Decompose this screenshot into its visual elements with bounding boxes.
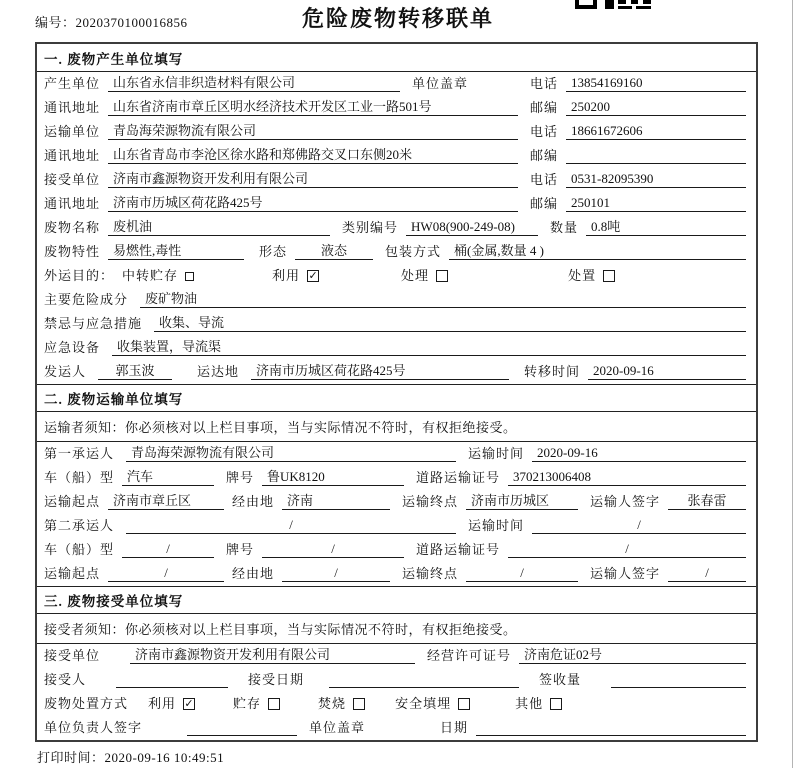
destination-value: 济南市历城区荷花路425号 bbox=[251, 363, 509, 380]
disposal-storage-checkbox bbox=[268, 698, 280, 710]
transporter-zip-label: 邮编 bbox=[529, 148, 558, 163]
disposal-landfill bbox=[395, 696, 470, 712]
transport-time2-label: 运输时间 bbox=[468, 518, 525, 533]
unit-seal-label: 单位盖章 bbox=[412, 76, 469, 91]
second-carrier-value: / bbox=[126, 517, 456, 534]
accept-date-label: 接受日期 bbox=[248, 672, 305, 687]
disposal-storage-label: 贮存 bbox=[233, 696, 262, 711]
contraindication-row bbox=[37, 312, 756, 336]
vehicle-type2-value: / bbox=[122, 541, 214, 558]
date2-label: 日期 bbox=[440, 720, 469, 735]
disposal-utilize-checkbox: ✓ bbox=[184, 697, 194, 710]
first-carrier-value: 青岛海荣源物流有限公司 bbox=[126, 445, 456, 462]
disposal-other-checkbox bbox=[550, 698, 562, 710]
accept-unit-row bbox=[37, 644, 756, 668]
disposal-other bbox=[515, 696, 562, 712]
origin2-value: / bbox=[108, 565, 224, 582]
accept-date-value bbox=[329, 687, 519, 688]
category-code-label: 类别编号 bbox=[342, 220, 399, 235]
hazard-components-label: 主要危险成分 bbox=[44, 292, 129, 307]
transporter-unit-value: 青岛海荣源物流有限公司 bbox=[108, 123, 518, 140]
responsible-sign-value bbox=[187, 735, 297, 736]
origin2-label: 运输起点 bbox=[44, 566, 101, 581]
receiver-phone-value: 0531-82095390 bbox=[566, 171, 746, 188]
road-permit1-value: 370213006408 bbox=[508, 469, 746, 486]
shipper-value: 郭玉波 bbox=[98, 363, 172, 380]
section1-header: 一. 废物产生单位填写 bbox=[37, 44, 756, 72]
via1-value: 济南 bbox=[282, 493, 390, 510]
purpose-dispose-label: 处置 bbox=[568, 268, 597, 283]
receiver-unit-value: 济南市鑫源物资开发利用有限公司 bbox=[108, 171, 518, 188]
manifest-form bbox=[35, 42, 758, 742]
purpose-dispose-checkbox bbox=[603, 270, 615, 282]
receiver-phone-label: 电话 bbox=[529, 172, 558, 187]
producer-unit-label: 产生单位 bbox=[44, 76, 101, 91]
receiver-address-value: 济南市历城区荷花路425号 bbox=[108, 195, 518, 212]
vehicle-type1-label: 车（船）型 bbox=[44, 470, 115, 485]
physical-form-label: 形态 bbox=[259, 244, 288, 259]
shipper-label: 发运人 bbox=[44, 364, 87, 379]
vehicle2-row bbox=[37, 538, 756, 562]
plate1-value: 鲁UK8120 bbox=[262, 469, 404, 486]
page-header bbox=[0, 0, 796, 40]
page-title: 危险废物转移联单 bbox=[301, 6, 494, 31]
carrier-sign2-value: / bbox=[668, 565, 746, 582]
disposal-landfill-label: 安全填埋 bbox=[395, 696, 452, 711]
receiver-zip-value: 250101 bbox=[566, 195, 746, 212]
transporter-address-row bbox=[37, 144, 756, 168]
quantity-label: 数量 bbox=[550, 220, 579, 235]
producer-address-row bbox=[37, 96, 756, 120]
transporter-phone-value: 18661672606 bbox=[566, 123, 746, 140]
receiver-unit-label: 接受单位 bbox=[44, 172, 101, 187]
receiver-notice: 接受者须知：你必须核对以上栏目事项，当与实际情况不符时，有权拒绝接受。 bbox=[37, 614, 756, 644]
transfer-date-label: 转移时间 bbox=[524, 364, 581, 379]
disposal-method-label: 废物处置方式 bbox=[44, 696, 129, 711]
producer-unit-value: 山东省永信非织造材料有限公司 bbox=[108, 75, 400, 92]
purpose-utilize-label: 利用 bbox=[272, 268, 301, 283]
accept-person-row bbox=[37, 668, 756, 692]
transporter-notice: 运输者须知：你必须核对以上栏目事项，当与实际情况不符时，有权拒绝接受。 bbox=[37, 412, 756, 442]
plate2-label: 牌号 bbox=[226, 542, 255, 557]
receiver-address-row bbox=[37, 192, 756, 216]
accept-person-label: 接受人 bbox=[44, 672, 87, 687]
purpose-transit-storage-checkbox bbox=[185, 272, 194, 281]
destination-label: 运达地 bbox=[197, 364, 240, 379]
shipper-row bbox=[37, 360, 756, 384]
section2-header: 二. 废物运输单位填写 bbox=[37, 384, 756, 412]
road-permit2-value: / bbox=[508, 541, 746, 558]
waste-name-row bbox=[37, 216, 756, 240]
waste-properties-value: 易燃性,毒性 bbox=[108, 243, 244, 260]
producer-zip-value: 250200 bbox=[566, 99, 746, 116]
emergency-equipment-label: 应急设备 bbox=[44, 340, 101, 355]
purpose-treat-checkbox bbox=[436, 270, 448, 282]
purpose-utilize-checkbox: ✓ bbox=[308, 269, 318, 282]
disposal-other-label: 其他 bbox=[515, 696, 544, 711]
purpose-transit-storage-label: 中转贮存 bbox=[122, 268, 179, 283]
disposal-landfill-checkbox bbox=[458, 698, 470, 710]
producer-unit-row bbox=[37, 72, 756, 96]
receiver-unit-row bbox=[37, 168, 756, 192]
disposal-incinerate-label: 焚烧 bbox=[318, 696, 347, 711]
transport-time2-value: / bbox=[532, 517, 746, 534]
disposal-incinerate bbox=[318, 696, 365, 712]
origin1-value: 济南市章丘区 bbox=[108, 493, 224, 510]
transport-time1-value: 2020-09-16 bbox=[532, 445, 746, 462]
hazard-components-value: 废矿物油 bbox=[140, 291, 746, 308]
via1-label: 经由地 bbox=[232, 494, 275, 509]
waste-properties-label: 废物特性 bbox=[44, 244, 101, 259]
transporter-unit-row bbox=[37, 120, 756, 144]
transfer-purpose-row bbox=[37, 264, 756, 288]
signed-amount-value bbox=[611, 687, 746, 688]
transfer-date-value: 2020-09-16 bbox=[588, 363, 746, 380]
end2-label: 运输终点 bbox=[402, 566, 459, 581]
accept-person-value bbox=[116, 687, 228, 688]
purpose-transit-storage bbox=[122, 268, 194, 284]
first-carrier-label: 第一承运人 bbox=[44, 446, 115, 461]
packaging-label: 包装方式 bbox=[385, 244, 442, 259]
route1-row bbox=[37, 490, 756, 514]
end1-label: 运输终点 bbox=[402, 494, 459, 509]
transporter-zip-value bbox=[566, 163, 746, 164]
second-carrier-row bbox=[37, 514, 756, 538]
contraindication-label: 禁忌与应急措施 bbox=[44, 316, 143, 331]
disposal-utilize-label: 利用 bbox=[148, 696, 177, 711]
doc-number-value: 2020370100016856 bbox=[75, 15, 188, 30]
signed-amount-label: 签收量 bbox=[539, 672, 582, 687]
plate2-value: / bbox=[262, 541, 404, 558]
hazard-components-row bbox=[37, 288, 756, 312]
via2-label: 经由地 bbox=[232, 566, 275, 581]
transporter-address-label: 通讯地址 bbox=[44, 148, 101, 163]
transporter-phone-label: 电话 bbox=[529, 124, 558, 139]
vehicle1-row bbox=[37, 466, 756, 490]
packaging-value: 桶(金属,数量 4 ) bbox=[449, 243, 746, 260]
purpose-treat-label: 处理 bbox=[401, 268, 430, 283]
producer-zip-label: 邮编 bbox=[529, 100, 558, 115]
transporter-address-value: 山东省青岛市李沧区徐水路和郑佛路交叉口东侧20米 bbox=[108, 147, 518, 164]
end1-value: 济南市历城区 bbox=[466, 493, 578, 510]
physical-form-value: 液态 bbox=[295, 243, 373, 260]
permit-value: 济南危证02号 bbox=[519, 647, 746, 664]
first-carrier-row bbox=[37, 442, 756, 466]
disposal-incinerate-checkbox bbox=[353, 698, 365, 710]
producer-address-value: 山东省济南市章丘区明水经济技术开发区工业一路501号 bbox=[108, 99, 518, 116]
carrier-sign1-label: 运输人签字 bbox=[590, 494, 661, 509]
producer-phone-value: 13854169160 bbox=[566, 75, 746, 92]
category-code-value: HW08(900-249-08) bbox=[406, 219, 538, 236]
responsible-sign-label: 单位负责人签字 bbox=[44, 720, 143, 735]
disposal-utilize bbox=[148, 696, 195, 712]
doc-number-label: 编号： bbox=[35, 15, 76, 30]
section3-header: 三. 废物接受单位填写 bbox=[37, 586, 756, 614]
unit-seal2-label: 单位盖章 bbox=[309, 720, 366, 735]
producer-address-label: 通讯地址 bbox=[44, 100, 101, 115]
page-edge-line bbox=[792, 0, 793, 768]
second-carrier-label: 第二承运人 bbox=[44, 518, 115, 533]
road-permit2-label: 道路运输证号 bbox=[416, 542, 501, 557]
emergency-equipment-value: 收集装置，导流渠 bbox=[112, 339, 746, 356]
carrier-sign2-label: 运输人签字 bbox=[590, 566, 661, 581]
waste-name-label: 废物名称 bbox=[44, 220, 101, 235]
disposal-method-row bbox=[37, 692, 756, 716]
print-time bbox=[37, 747, 224, 766]
route2-row bbox=[37, 562, 756, 586]
permit-label: 经营许可证号 bbox=[427, 648, 512, 663]
purpose-dispose bbox=[568, 268, 615, 284]
transporter-unit-label: 运输单位 bbox=[44, 124, 101, 139]
quantity-value: 0.8吨 bbox=[586, 219, 746, 236]
accept-unit-label: 接受单位 bbox=[44, 648, 101, 663]
qr-code-fragment-icon bbox=[575, 0, 651, 9]
transport-time1-label: 运输时间 bbox=[468, 446, 525, 461]
vehicle-type2-label: 车（船）型 bbox=[44, 542, 115, 557]
date2-value bbox=[476, 735, 746, 736]
print-time-label: 打印时间： bbox=[37, 750, 105, 765]
emergency-equipment-row bbox=[37, 336, 756, 360]
contraindication-value: 收集、导流 bbox=[154, 315, 746, 332]
vehicle-type1-value: 汽车 bbox=[122, 469, 214, 486]
producer-phone-label: 电话 bbox=[529, 76, 558, 91]
receiver-zip-label: 邮编 bbox=[529, 196, 558, 211]
transfer-purpose-label: 外运目的： bbox=[44, 268, 115, 283]
purpose-treat bbox=[401, 268, 448, 284]
road-permit1-label: 道路运输证号 bbox=[416, 470, 501, 485]
receiver-address-label: 通讯地址 bbox=[44, 196, 101, 211]
plate1-label: 牌号 bbox=[226, 470, 255, 485]
via2-value: / bbox=[282, 565, 390, 582]
disposal-storage bbox=[233, 696, 280, 712]
end2-value: / bbox=[466, 565, 578, 582]
accept-unit-value: 济南市鑫源物资开发利用有限公司 bbox=[130, 647, 415, 664]
waste-name-value: 废机油 bbox=[108, 219, 330, 236]
print-time-value: 2020-09-16 10:49:51 bbox=[104, 750, 225, 765]
carrier-sign1-value: 张春雷 bbox=[668, 493, 746, 510]
purpose-utilize bbox=[272, 268, 319, 284]
responsible-sign-row bbox=[37, 716, 756, 740]
origin1-label: 运输起点 bbox=[44, 494, 101, 509]
waste-properties-row bbox=[37, 240, 756, 264]
